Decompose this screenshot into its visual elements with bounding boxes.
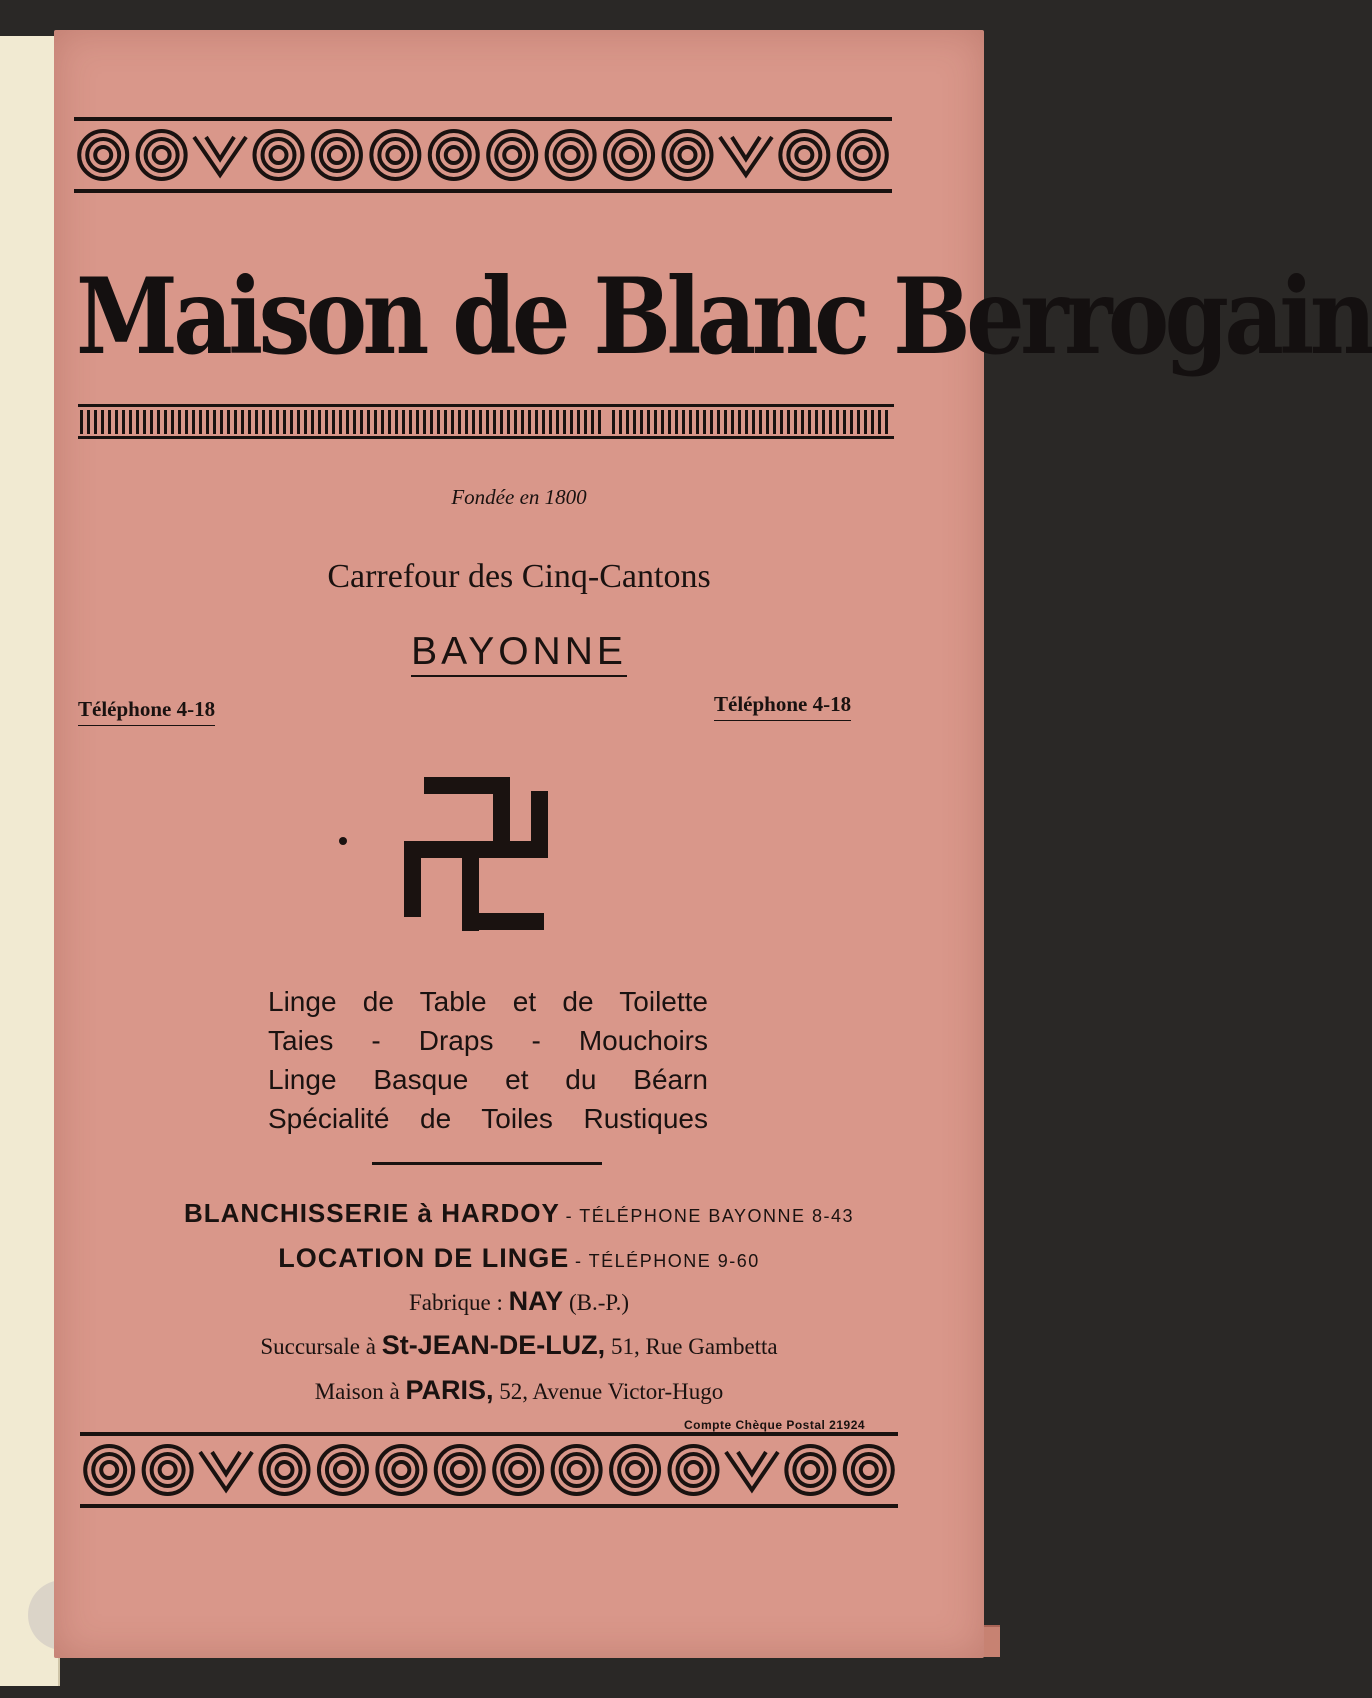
- blanchisserie-label: BLANCHISSERIE à HARDOY: [183, 1198, 560, 1228]
- location-label: LOCATION DE LINGE: [278, 1243, 570, 1273]
- city-name: BAYONNE: [411, 630, 627, 677]
- spiral-border-icon: [74, 115, 892, 195]
- maison-line: [54, 1375, 984, 1406]
- tick-bar-icon: [78, 404, 894, 440]
- product-line: Linge de Table et de Toilette: [268, 986, 708, 1017]
- fabrique-suffix: (B.-P.): [568, 1290, 629, 1315]
- succursale-suffix: 51, Rue Gambetta: [610, 1334, 778, 1359]
- maison-prefix: Maison à: [314, 1379, 400, 1404]
- section-divider: [372, 1162, 602, 1165]
- fabrique-prefix: Fabrique :: [409, 1290, 503, 1315]
- catalog-page: [54, 30, 1372, 1658]
- city-heading: [54, 630, 984, 674]
- bottom-ornamental-border: [80, 1430, 898, 1510]
- blanchisserie-line: [54, 1198, 984, 1229]
- address-line: Carrefour des Cinq-Cantons: [327, 558, 711, 595]
- fabrique-place: NAY: [508, 1286, 564, 1316]
- adjacent-page: [0, 36, 60, 1686]
- location-phone: - TÉLÉPHONE 9-60: [575, 1251, 760, 1271]
- succursale-place: St-JEAN-DE-LUZ,: [381, 1330, 606, 1360]
- maison-suffix: 52, Avenue Victor-Hugo: [499, 1379, 724, 1404]
- phone-left: Téléphone 4-18: [78, 697, 215, 726]
- swastika-icon: [404, 775, 554, 930]
- ink-dot: [339, 837, 347, 845]
- product-list: [268, 982, 708, 1138]
- title-tick-bar: [78, 404, 894, 445]
- phone-right: Téléphone 4-18: [714, 692, 851, 721]
- succursale-prefix: Succursale à: [260, 1334, 376, 1359]
- page-title: Maison de Blanc Berrogain: [76, 254, 1372, 379]
- postal-account: Compte Chèque Postal 21924: [684, 1418, 866, 1432]
- succursale-line: [54, 1330, 984, 1361]
- spiral-border-icon: [80, 1430, 898, 1510]
- top-ornamental-border: [74, 115, 892, 195]
- maison-place: PARIS,: [405, 1375, 494, 1405]
- emblem: [404, 775, 554, 935]
- product-line: Linge Basque et du Béarn: [268, 1064, 708, 1095]
- blanchisserie-phone: - TÉLÉPHONE BAYONNE 8-43: [565, 1206, 855, 1226]
- fabrique-line: [54, 1286, 984, 1317]
- location-line: [54, 1243, 984, 1274]
- founded-line: Fondée en 1800: [451, 485, 587, 509]
- product-line: Spécialité de Toiles Rustiques: [268, 1103, 708, 1134]
- product-line: Taies - Draps - Mouchoirs: [268, 1025, 708, 1056]
